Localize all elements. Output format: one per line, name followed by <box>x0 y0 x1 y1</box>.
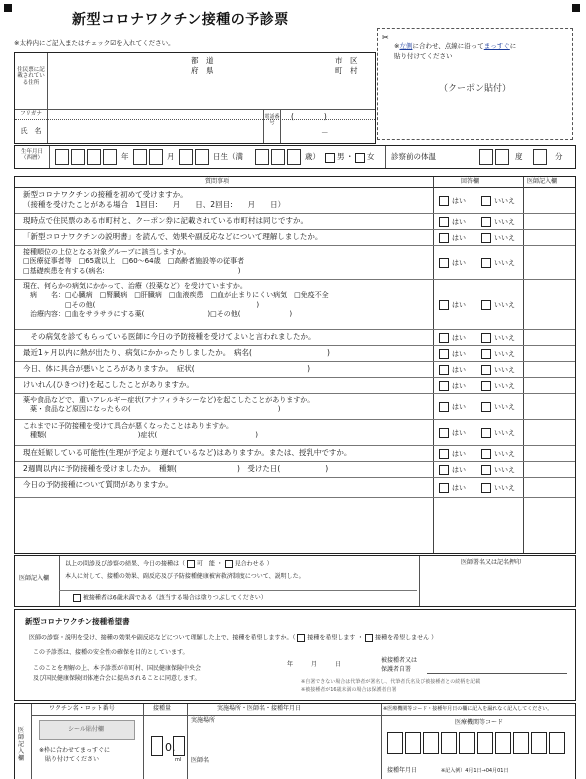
not-want-vaccination-checkbox[interactable] <box>365 634 373 642</box>
scissors-icon: ✂ <box>382 33 389 42</box>
question-text-4: 接種順位の上位となる対象グループに該当しますか。 □医療従事者等 □65歳以上 □60～64歳 □高齢者施設等の従事者 □基礎疾患を有する(病名: ) <box>23 248 245 275</box>
dob-day-digit-2[interactable] <box>195 149 209 165</box>
no-label-9: いいえ <box>494 382 515 390</box>
question-text-8: 今日、体に具合が悪いところがありますか。 症状( ) <box>23 364 311 373</box>
no-label-5: いいえ <box>494 301 515 309</box>
yes-label-13: はい <box>452 466 466 474</box>
no-label-7: いいえ <box>494 350 515 358</box>
doctor-signature-label: 医師署名又は記名押印 <box>461 559 522 566</box>
phone-dash: － <box>321 128 329 137</box>
temp-digit-2[interactable] <box>495 149 509 165</box>
phone-field[interactable] <box>281 110 375 143</box>
male-checkbox[interactable] <box>325 153 335 163</box>
no-checkbox-12[interactable] <box>481 449 491 459</box>
want-vaccination-checkbox[interactable] <box>297 634 305 642</box>
wish-line1: 医師の診察・説明を受け、接種の効果や副反応などについて理解した上で、接種を希望しますか。（ 接種を希望します ・ 接種を希望しません ） <box>29 634 438 642</box>
doctor-note-cell-8[interactable] <box>525 362 573 377</box>
yes-checkbox-3[interactable] <box>439 233 449 243</box>
question-text-3: 「新型コロナワクチンの説明書」を読んで、効果や副反応などについて理解しましたか。 <box>23 232 323 241</box>
signer-label-1: 被接種者又は <box>381 657 418 664</box>
no-label-10: いいえ <box>494 403 515 411</box>
paste-note-1: ※枠に合わせてまっすぐに <box>39 747 111 754</box>
institution-code-digit-2[interactable] <box>405 732 421 754</box>
yes-checkbox-7[interactable] <box>439 349 449 359</box>
signer-signature-field[interactable] <box>427 654 567 674</box>
yes-label-12: はい <box>452 450 466 458</box>
dob-row <box>14 145 576 169</box>
dob-year-digit-4[interactable] <box>103 149 117 165</box>
question-row-8 <box>15 362 575 378</box>
doctor-section <box>14 555 576 607</box>
temp-label: 診察前の体温 <box>391 152 436 161</box>
form-title: 新型コロナワクチン接種の予診票 <box>72 12 289 28</box>
yes-checkbox-14[interactable] <box>439 483 449 493</box>
no-checkbox-7[interactable] <box>481 349 491 359</box>
yes-label-14: はい <box>452 484 466 492</box>
yes-checkbox-5[interactable] <box>439 300 449 310</box>
question-text-12: 現在妊娠している可能性(生理が予定より遅れているなど)はありますか。または、授乳中ですか。 <box>23 448 352 457</box>
vaccine-header: ワクチン名・ロット番号 <box>49 705 115 712</box>
institution-code-digit-10[interactable] <box>549 732 565 754</box>
header-doctor: 医師記入欄 <box>527 178 558 185</box>
postpone-checkbox[interactable] <box>225 560 233 568</box>
right-note: ※医療機関等コード・接種年月日の欄に記入を漏れなく記入してください。 <box>383 706 553 712</box>
no-label-1: いいえ <box>494 197 515 205</box>
age-digit-1[interactable] <box>255 149 269 165</box>
doctor-note-cell-11[interactable] <box>525 420 573 445</box>
age-label: 歳） <box>305 152 320 161</box>
city-chouson-label: 町 村 <box>335 66 358 75</box>
dose-unit: ml <box>175 757 182 763</box>
place-field[interactable] <box>223 716 377 740</box>
dob-year-digit-1[interactable] <box>55 149 69 165</box>
temp-digit-1[interactable] <box>479 149 493 165</box>
doctor-note-cell-10[interactable] <box>525 394 573 419</box>
question-row-9 <box>15 378 575 394</box>
female-label: 女 <box>367 152 375 161</box>
possible-checkbox[interactable] <box>187 560 195 568</box>
no-label-13: いいえ <box>494 466 515 474</box>
address-label: 住民票に記載されている住所 <box>17 67 45 86</box>
year-label: 年 <box>121 152 129 161</box>
yes-checkbox-13[interactable] <box>439 465 449 475</box>
question-row-12 <box>15 446 575 462</box>
doctor-note-cell-6[interactable] <box>525 330 573 345</box>
coupon-instructions: ※左側に合わせ、点線に沿ってまっすぐに 貼り付けてください <box>394 42 517 60</box>
wish-title: 新型コロナワクチン接種希望書 <box>25 617 130 626</box>
corner-mark-right <box>572 4 580 12</box>
dose-header: 接種量 <box>153 705 172 712</box>
wish-line4: 及び国民健康保険団体連合会に提出されることに同意します。 <box>33 675 201 682</box>
institution-code-digit-7[interactable] <box>495 732 511 754</box>
no-checkbox-3[interactable] <box>481 233 491 243</box>
degree-label: 度 <box>515 152 523 161</box>
place-header: 実施場所・医師名・接種年月日 <box>217 705 302 712</box>
doctor-note-cell-3[interactable] <box>525 230 573 245</box>
question-row-10 <box>15 394 575 420</box>
question-text-13: 2週間以内に予防接種を受けましたか。 種類( ) 受けた日( ) <box>23 464 329 473</box>
question-row-2 <box>15 214 575 230</box>
temp-decimal-digit[interactable] <box>533 149 547 165</box>
date-label: 接種年月日 <box>387 767 418 774</box>
under6-notice: 被接種者は6歳未満である（該当する場合は塗りつぶしてください） <box>73 594 267 602</box>
yes-checkbox-1[interactable] <box>439 196 449 206</box>
wish-date: 年 月 日 <box>287 661 342 668</box>
question-row-11 <box>15 420 575 446</box>
bottom-side-label: 医師記入欄 <box>18 727 25 762</box>
name-field[interactable] <box>49 120 261 143</box>
dob-year-digit-3[interactable] <box>87 149 101 165</box>
doctor-note-cell-5[interactable] <box>525 280 573 329</box>
dob-label: 生年月日（西暦） <box>20 149 43 162</box>
doctor-name-field[interactable] <box>223 752 377 774</box>
month-label: 月 <box>167 152 175 161</box>
no-checkbox-14[interactable] <box>481 483 491 493</box>
gender-dot: ・ <box>346 152 354 161</box>
question-row-7 <box>15 346 575 362</box>
no-label-6: いいえ <box>494 334 515 342</box>
dob-day-digit-1[interactable] <box>179 149 193 165</box>
yes-label-5: はい <box>452 301 466 309</box>
minute-label: 分 <box>555 152 563 161</box>
institution-code-digit-6[interactable] <box>477 732 493 754</box>
question-text-7: 最近1ヶ月以内に熱が出たり、病気にかかったりしましたか。 病名( ) <box>23 348 330 357</box>
no-checkbox-2[interactable] <box>481 217 491 227</box>
address-field[interactable] <box>49 79 373 107</box>
no-checkbox-5[interactable] <box>481 300 491 310</box>
question-text-6: その病気を診てもらっている医師に今日の予防接種を受けてよいと言われましたか。 <box>23 332 316 341</box>
institution-code-digit-4[interactable] <box>441 732 457 754</box>
doctor-signature-field[interactable] <box>421 570 573 604</box>
yes-checkbox-6[interactable] <box>439 333 449 343</box>
signer-label-2: 保護者自署 <box>381 666 412 673</box>
doctor-line1: 以上の問診及び診察の結果、今日の接種は（ 可 能 ・ 見合わせる ） <box>65 560 273 568</box>
pref-fuken-label: 府 県 <box>191 66 214 75</box>
yes-checkbox-11[interactable] <box>439 428 449 438</box>
no-checkbox-8[interactable] <box>481 365 491 375</box>
yes-checkbox-4[interactable] <box>439 258 449 268</box>
dob-year-digit-2[interactable] <box>71 149 85 165</box>
date-note: ※記入例）4月1日→04月01日 <box>441 768 509 774</box>
under6-checkbox[interactable] <box>73 594 81 602</box>
yes-label-8: はい <box>452 366 466 374</box>
questions-header <box>15 177 575 188</box>
question-row-1 <box>15 188 575 214</box>
doctor-name-label: 医師名 <box>191 757 210 764</box>
yes-checkbox-10[interactable] <box>439 402 449 412</box>
no-checkbox-13[interactable] <box>481 465 491 475</box>
doctor-note-cell-13[interactable] <box>525 462 573 477</box>
paste-note-2: 貼り付けてください <box>45 756 100 763</box>
vaccine-record-section <box>14 703 576 779</box>
age-digit-2[interactable] <box>271 149 285 165</box>
question-text-11: これまでに予防接種を受けて具合が悪くなったことはありますか。 種類( )症状( ) <box>23 422 258 440</box>
question-row-6 <box>15 330 575 346</box>
no-label-8: いいえ <box>494 366 515 374</box>
doctor-note-cell-1[interactable] <box>525 188 573 213</box>
no-checkbox-10[interactable] <box>481 402 491 412</box>
doctor-note-cell-14[interactable] <box>525 478 573 497</box>
questions-table <box>14 176 576 554</box>
question-text-10: 薬や食品などで、重いアレルギー症状(アナフィラキシーなど)を起こしたことがありますか。 薬・食品など原因になったもの( ) <box>23 396 315 414</box>
doctor-note-cell-12[interactable] <box>525 446 573 461</box>
yes-label-9: はい <box>452 382 466 390</box>
dose-value: 0. <box>165 741 176 754</box>
instructions-note: ※太枠内にご記入またはチェック☑を入れてください。 <box>14 39 175 47</box>
female-checkbox[interactable] <box>355 153 365 163</box>
question-row-3 <box>15 230 575 246</box>
vaccination-wish-section <box>14 609 576 701</box>
institution-code-digit-9[interactable] <box>531 732 547 754</box>
question-row-13 <box>15 462 575 478</box>
yes-checkbox-12[interactable] <box>439 449 449 459</box>
doctor-line2: 本人に対して、接種の効果、副反応及び予防接種健康被害救済制度について、説明した。 <box>65 573 305 580</box>
dose-field[interactable] <box>151 736 163 756</box>
no-label-11: いいえ <box>494 429 515 437</box>
header-question: 質問事項 <box>205 178 230 185</box>
yes-label-6: はい <box>452 334 466 342</box>
doctor-note-cell-4[interactable] <box>525 246 573 279</box>
no-label-14: いいえ <box>494 484 515 492</box>
wish-line2: この予診票は、接種の安全性の確保を目的としています。 <box>33 649 189 656</box>
yes-label-7: はい <box>452 350 466 358</box>
question-row-5 <box>15 280 575 330</box>
day-label: 日生（満 <box>213 152 243 161</box>
coupon-placeholder: （クーポン貼付） <box>438 84 511 94</box>
question-text-5: 現在、何らかの病気にかかって、治療（投薬など）を受けていますか。 病 名：□心臓病 □腎臓病 □肝臓病 □血液疾患 □血が止まりにくい病気 □免疫不全 □その他( ) 治療内容：□血をサラサラにする薬( )□その他( ) <box>23 282 329 319</box>
institution-code-digit-5[interactable] <box>459 732 475 754</box>
yes-checkbox-9[interactable] <box>439 381 449 391</box>
corner-mark-left <box>4 4 12 12</box>
personal-info-table <box>14 52 376 144</box>
yes-label-4: はい <box>452 259 466 267</box>
yes-label-2: はい <box>452 218 466 226</box>
question-row-14 <box>15 478 575 498</box>
no-label-4: いいえ <box>494 259 515 267</box>
dob-month-digit-1[interactable] <box>133 149 147 165</box>
doctor-note-cell-9[interactable] <box>525 378 573 393</box>
dose-decimal-field[interactable] <box>173 736 185 756</box>
yes-label-1: はい <box>452 197 466 205</box>
lot-sticker-area[interactable] <box>39 720 135 740</box>
place-label: 実施場所 <box>191 717 216 724</box>
yes-checkbox-2[interactable] <box>439 217 449 227</box>
institution-code-digit-3[interactable] <box>423 732 439 754</box>
pref-todo-label: 都 道 <box>191 56 214 65</box>
furigana-label: フリガナ <box>20 111 42 117</box>
doctor-note-cell-2[interactable] <box>525 214 573 229</box>
yes-label-10: はい <box>452 403 466 411</box>
phone-label: 電話番号 <box>264 114 280 126</box>
no-checkbox-11[interactable] <box>481 428 491 438</box>
yes-label-11: はい <box>452 429 466 437</box>
no-checkbox-4[interactable] <box>481 258 491 268</box>
city-shiku-label: 市 区 <box>335 56 358 65</box>
doctor-note-cell-7[interactable] <box>525 346 573 361</box>
code-header: 医療機関等コード <box>455 719 504 726</box>
no-checkbox-1[interactable] <box>481 196 491 206</box>
question-text-2: 現時点で住民票のある市町村と、クーポン券に記載されている市町村は同じですか。 <box>23 216 308 225</box>
header-answer: 回答欄 <box>461 178 480 185</box>
no-label-2: いいえ <box>494 218 515 226</box>
no-checkbox-6[interactable] <box>481 333 491 343</box>
sticker-label: シール貼付欄 <box>68 726 104 733</box>
no-label-3: いいえ <box>494 234 515 242</box>
wish-line3: このことを理解の上、本予診票が市町村、国民健康保険中央会 <box>33 665 202 672</box>
yes-label-3: はい <box>452 234 466 242</box>
coupon-paste-area[interactable] <box>377 28 573 140</box>
furigana-field[interactable] <box>49 110 261 119</box>
wish-fine-print-1: ※自署できない場合は代筆者が署名し、代筆者氏名及び被接種者との続柄を記載 <box>301 679 481 685</box>
institution-code-digit-8[interactable] <box>513 732 529 754</box>
question-text-1: 新型コロナワクチンの接種を初めて受けますか。 （接種を受けたことがある場合 1回目: 月 日、2回目: 月 日） <box>23 190 286 210</box>
no-checkbox-9[interactable] <box>481 381 491 391</box>
name-label: 氏 名 <box>20 127 42 135</box>
male-label: 男 <box>337 152 345 161</box>
question-text-14: 今日の予防接種について質問がありますか。 <box>23 480 173 489</box>
institution-code-digit-1[interactable] <box>387 732 403 754</box>
age-digit-3[interactable] <box>287 149 301 165</box>
no-label-12: いいえ <box>494 450 515 458</box>
wish-fine-print-2: ※被接種者が16歳未満の場合は保護者自署 <box>301 687 397 693</box>
question-text-9: けいれん(ひきつけ)を起こしたことがありますか。 <box>23 380 194 389</box>
question-row-4 <box>15 246 575 280</box>
dob-month-digit-2[interactable] <box>149 149 163 165</box>
doctor-section-label: 医師記入欄 <box>19 575 50 582</box>
phone-paren: ( ) <box>291 112 327 121</box>
yes-checkbox-8[interactable] <box>439 365 449 375</box>
